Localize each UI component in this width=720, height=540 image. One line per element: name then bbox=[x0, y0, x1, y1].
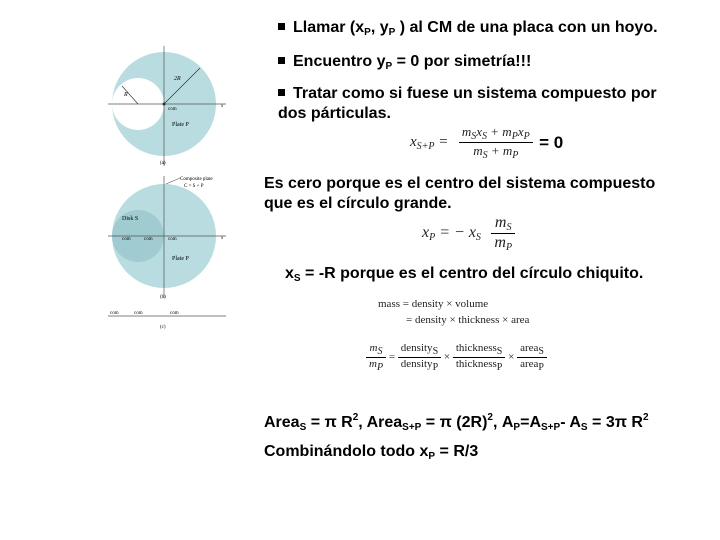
xs-var: x bbox=[285, 265, 294, 282]
bullet-3-continuation bbox=[278, 104, 391, 124]
bullet-1-text-end: ) al CM de una placa con un hoyo. bbox=[395, 19, 658, 36]
area-ratio: $\frac{area_S}{area_P}$ bbox=[517, 342, 547, 373]
xs-statement bbox=[285, 264, 643, 289]
label-com-s: com bbox=[122, 237, 131, 242]
label-com-p: com bbox=[168, 237, 177, 242]
mass-eq-line-1: mass = density × volume bbox=[378, 298, 489, 310]
bullet-1-text: Llamar (x bbox=[293, 19, 365, 36]
label-composite: Composite plate bbox=[180, 177, 213, 182]
bullet-1 bbox=[278, 18, 658, 43]
thickness-ratio: $\frac{thickness_S}{thickness_P}$ bbox=[453, 342, 506, 373]
bullet-2-text: Encuentro y bbox=[293, 53, 386, 70]
mass-ratio-equation: $\frac{m_S}{m_P}$ = $\frac{density_S}{density_P}$ × $\frac{thickness_S}{thickness_P}$ × $\frac{area_S}{area_P}$ bbox=[366, 342, 547, 373]
mass-equation-block bbox=[378, 298, 529, 326]
subscript: S bbox=[293, 273, 301, 284]
bullet-marker bbox=[278, 89, 285, 96]
eq1-result: = 0 bbox=[539, 132, 564, 152]
textbook-figure bbox=[108, 40, 244, 330]
label-2r: 2R bbox=[174, 76, 181, 82]
area-statement: Area$_S$ = π $R^2$, Area$_{S+P}$ = π $(2R)^2$, $A_P=A_{S+P}-$ $A_S = 3\pi$ $R^2$ bbox=[264, 412, 649, 433]
label-disk-s: Disk S bbox=[122, 216, 139, 222]
bullet-marker bbox=[278, 23, 285, 30]
subscript: P bbox=[364, 27, 371, 38]
subscript: P bbox=[385, 61, 393, 72]
label-b: (b) bbox=[160, 295, 166, 300]
xs-text: = -R porque es el centro del círculo chiquito. bbox=[300, 265, 644, 282]
plate-diagram bbox=[108, 40, 244, 330]
explanation-line-1: Es cero porque es el centro del sistema compuesto bbox=[264, 175, 656, 192]
eq1-lhs: $x_{S+P}$ = bbox=[410, 133, 449, 152]
label-com-s-c: com bbox=[110, 311, 119, 316]
bullet-3 bbox=[278, 84, 657, 104]
eq2-fraction bbox=[491, 214, 515, 253]
density-ratio: $\frac{density_S}{density_P}$ bbox=[398, 342, 441, 373]
eq1-fraction bbox=[459, 124, 533, 161]
mass-ratio-lhs: $\frac{m_S}{m_P}$ bbox=[366, 342, 386, 373]
label-com-c: com bbox=[144, 237, 153, 242]
eq2-denominator: $m_P$ bbox=[494, 234, 513, 253]
mass-eq-line-2: = density × thickness × area bbox=[406, 314, 530, 326]
bullet-1-text-mid: , y bbox=[370, 19, 389, 36]
final-result: Combinándolo todo $x_P = R/3$ bbox=[264, 443, 479, 462]
eq1-denominator: $m_S + m_P$ bbox=[473, 143, 519, 161]
label-plate-bottom: Plate P bbox=[172, 256, 189, 262]
label-com-p-c: com bbox=[170, 311, 179, 316]
label-x-top: x bbox=[221, 104, 224, 109]
com-marker-top bbox=[163, 103, 166, 106]
composite-pointer bbox=[166, 178, 180, 184]
bullet-3-line-2: dos párticulas. bbox=[278, 105, 391, 122]
label-com-top: com bbox=[168, 107, 177, 112]
eq2-numerator: $m_S$ bbox=[491, 214, 515, 234]
equation-xp bbox=[422, 214, 515, 264]
label-r: R bbox=[124, 92, 128, 98]
label-c: (c) bbox=[160, 325, 166, 330]
label-a: (a) bbox=[160, 161, 166, 166]
bullet-marker bbox=[278, 57, 285, 64]
label-com-c-c: com bbox=[134, 311, 143, 316]
label-csp: C = S + P bbox=[184, 184, 204, 189]
subscript: P bbox=[388, 27, 396, 38]
explanation-line-2: que es el círculo grande. bbox=[264, 195, 452, 212]
equation-com-composite bbox=[410, 124, 563, 168]
label-x-bottom: x bbox=[221, 236, 224, 241]
eq1-numerator: $m_Sx_S + m_Px_P$ bbox=[459, 124, 533, 143]
label-plate-top: Plate P bbox=[172, 122, 189, 128]
eq2-lhs: $x_P$ = − $x_S$ bbox=[422, 224, 481, 243]
bullet-2 bbox=[278, 52, 531, 77]
bullet-3-line-1: Tratar como si fuese un sistema compuesto por bbox=[293, 85, 657, 102]
bullet-2-text-end: = 0 por simetría!!! bbox=[392, 53, 532, 70]
